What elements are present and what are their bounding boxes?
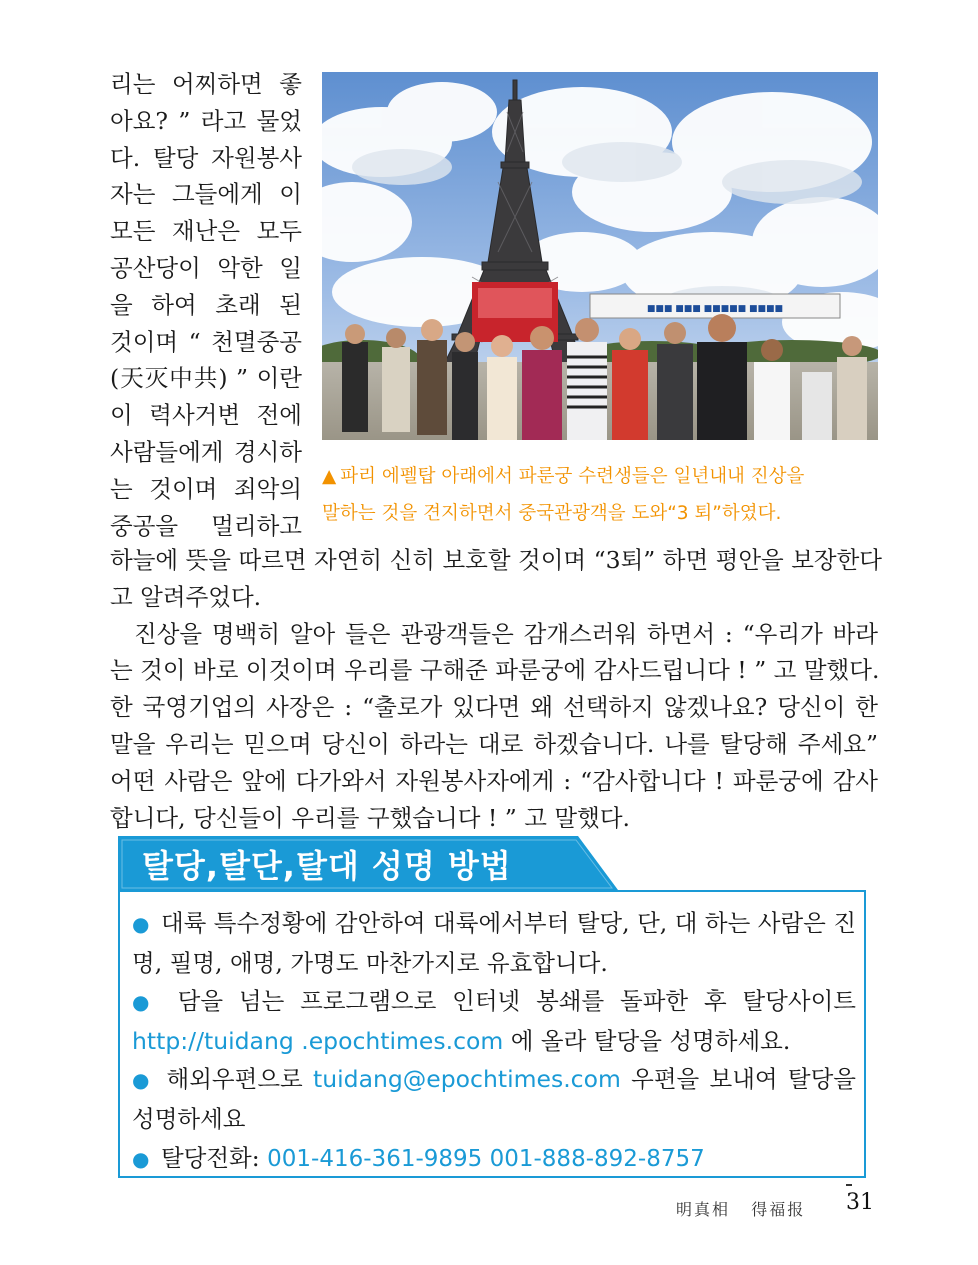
triangle-up-icon: ▲ bbox=[322, 466, 337, 487]
left-column-text bbox=[110, 66, 302, 544]
footer-rule bbox=[846, 1184, 852, 1186]
photo-banner-text: ■■■ ■■■ ■■■■■ ■■■■ bbox=[646, 304, 784, 314]
text-line: 진상을 명백히 알아 들은 관광객들은 감개스러워 하면서 : “우리가 바라 bbox=[134, 619, 878, 648]
text-line: (天灭中共) ” 이란 bbox=[110, 364, 302, 393]
text-line: 하늘에 뜻을 따르면 자연히 신히 보호할 것이며 “3퇴” 하면 평안을 보장한다 bbox=[110, 546, 883, 574]
text-line: 는 것이며 죄악의 bbox=[110, 474, 302, 503]
info-line: 명, 필명, 애명, 가명도 마찬가지로 유효합니다. bbox=[132, 948, 608, 977]
info-text: 담을 넘는 프로그램으로 인터넷 봉쇄를 돌파한 후 탈당사이트 bbox=[177, 987, 856, 1016]
bullet-icon: ● bbox=[132, 990, 158, 1015]
eiffel-tower-photo bbox=[322, 72, 878, 440]
info-line bbox=[132, 982, 856, 1022]
caption-text: 파리 에펠탑 아래에서 파룬궁 수련생들은 일년내내 진상을 bbox=[340, 466, 805, 487]
text-line: 리는 어찌하면 좋 bbox=[110, 70, 302, 98]
info-line bbox=[132, 1060, 856, 1100]
section-title: 탈당,탈단,탈대 성명 방법 bbox=[142, 847, 512, 885]
text-line: 것이며 “ 천멸중공 bbox=[110, 327, 302, 356]
bullet-icon: ● bbox=[132, 1146, 150, 1171]
info-line bbox=[132, 904, 856, 944]
text-line: 다. 탈당 자원봉사 bbox=[110, 143, 302, 172]
text-line: 어떤 사람은 앞에 다가와서 자원봉사자에게 : “감사합니다 ! 파룬궁에 감사 bbox=[110, 766, 878, 795]
info-text: 대륙 특수정황에 감안하여 대륙에서부터 탈당, 단, 대 하는 사람은 진 bbox=[160, 909, 857, 937]
bullet-icon: ● bbox=[132, 1068, 153, 1093]
text-line: 자는 그들에게 이 bbox=[110, 180, 302, 209]
photo-caption bbox=[322, 458, 882, 532]
text-line: 고 알려주었다. bbox=[110, 582, 262, 611]
info-text: 해외우편으로 bbox=[166, 1065, 303, 1094]
text-line: 한 국영기업의 사장은 : “출로가 있다면 왜 선택하지 않겠나요? 당신이 한 bbox=[110, 693, 878, 722]
footer-label: 明真相 得福报 bbox=[676, 1200, 806, 1219]
text-line: 사람들에게 경시하 bbox=[110, 437, 302, 466]
caption-line-2: 말하는 것을 견지하면서 중국관광객을 도와“3 퇴”하였다. bbox=[322, 503, 782, 524]
bullet-icon: ● bbox=[132, 912, 150, 936]
info-line bbox=[132, 1139, 856, 1179]
text-line: 아요? ” 라고 물었 bbox=[110, 106, 302, 135]
info-line: 성명하세요 bbox=[132, 1104, 246, 1133]
phone-label: 탈당전화: bbox=[160, 1143, 260, 1172]
section-banner bbox=[118, 836, 618, 890]
phone-numbers[interactable]: 001-416-361-9895 001-888-892-8757 bbox=[267, 1145, 705, 1172]
text-line: 는 것이 바로 이것이며 우리를 구해준 파룬궁에 감사드립니다 ! ” 고 말했다. bbox=[110, 656, 880, 685]
body-text bbox=[110, 542, 883, 836]
text-line: 을 하여 초래 된 bbox=[110, 290, 302, 319]
info-text: 에 올라 탈당을 성명하세요. bbox=[510, 1026, 791, 1055]
text-line: 말을 우리는 믿으며 당신이 하라는 대로 하겠습니다. 나를 탈당해 주세요” bbox=[110, 729, 878, 758]
text-line: 합니다, 당신들이 우리를 구했습니다 ! ” 고 말했다. bbox=[110, 803, 631, 832]
text-line: 공산당이 악한 일 bbox=[110, 253, 302, 282]
page-number: 31 bbox=[846, 1190, 874, 1215]
tuidang-email-link[interactable]: tuidang@epochtimes.com bbox=[313, 1065, 621, 1094]
info-line bbox=[132, 1022, 856, 1061]
text-line: 모든 재난은 모두 bbox=[110, 217, 302, 246]
tuidang-website-link[interactable]: http://tuidang .epochtimes.com bbox=[132, 1026, 504, 1055]
info-box bbox=[118, 890, 866, 1178]
info-text: 우편을 보내여 탈당을 bbox=[631, 1065, 856, 1094]
caption-line-1 bbox=[322, 458, 882, 495]
text-line: 이 력사거변 전에 bbox=[110, 401, 302, 430]
text-line: 중공을 멀리하고 bbox=[110, 511, 302, 540]
